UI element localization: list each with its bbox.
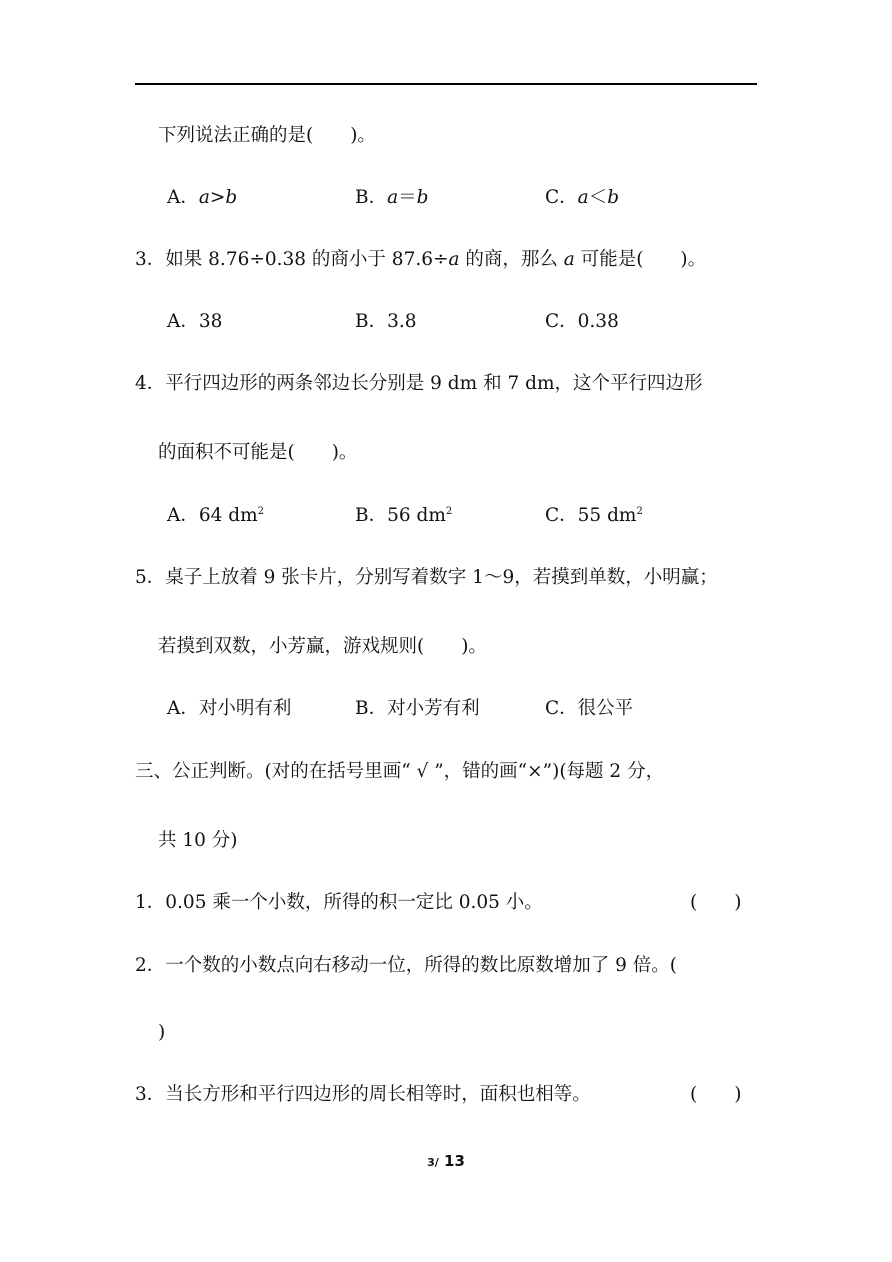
section3-heading-line2: 共 10 分) xyxy=(158,830,238,851)
q2-option-c: C．a＜b xyxy=(545,187,620,208)
header-rule xyxy=(135,83,757,85)
q5-option-a: A．对小明有利 xyxy=(167,698,292,719)
q5-stem-line2: 若摸到双数，小芳赢，游戏规则( )。 xyxy=(158,636,487,657)
q3-option-a: A．38 xyxy=(167,311,223,332)
q3-stem: 3．如果 8.76÷0.38 的商小于 87.6÷a 的商，那么 a 可能是( )。 xyxy=(135,249,707,270)
q5-option-c: C．很公平 xyxy=(545,698,634,719)
page-total: 13 xyxy=(444,1152,465,1170)
judge-2-answer-paren-close: ) xyxy=(158,1022,166,1043)
q5-stem-line1: 5．桌子上放着 9 张卡片，分别写着数字 1～9，若摸到单数，小明赢； xyxy=(135,567,718,588)
judge-1-text: 1．0.05 乘一个小数，所得的积一定比 0.05 小。 xyxy=(135,892,543,913)
q2-option-b: B．a＝b xyxy=(355,187,429,208)
page-current: 3/ xyxy=(427,1156,439,1169)
q4-option-c: C．55 $dm^2$ xyxy=(545,505,643,526)
judge-2-text: 2．一个数的小数点向右移动一位，所得的数比原数增加了 9 倍。( xyxy=(135,955,678,976)
q4-stem-line1: 4．平行四边形的两条邻边长分别是 9 dm 和 7 dm，这个平行四边形 xyxy=(135,373,703,394)
q4-option-a: A．64 $dm^2$ xyxy=(167,505,265,526)
q4-option-b: B．56 $dm^2$ xyxy=(355,505,453,526)
section3-heading-line1: 三、公正判断。(对的在括号里画“ √ ”，错的画“×”)(每题 2 分， xyxy=(135,761,665,782)
page-number xyxy=(0,1152,892,1170)
q5-option-b: B．对小芳有利 xyxy=(355,698,480,719)
judge-1-answer-paren: ( ) xyxy=(690,892,742,913)
q4-stem-line2: 的面积不可能是( )。 xyxy=(158,442,358,463)
q3-option-b: B．3.8 xyxy=(355,311,417,332)
q2-option-a: A．a>b xyxy=(167,187,238,208)
judge-3-answer-paren: ( ) xyxy=(690,1084,742,1105)
judge-3-text: 3．当长方形和平行四边形的周长相等时，面积也相等。 xyxy=(135,1084,591,1105)
q3-option-c: C．0.38 xyxy=(545,311,619,332)
q2-tail: 下列说法正确的是( )。 xyxy=(158,125,376,146)
